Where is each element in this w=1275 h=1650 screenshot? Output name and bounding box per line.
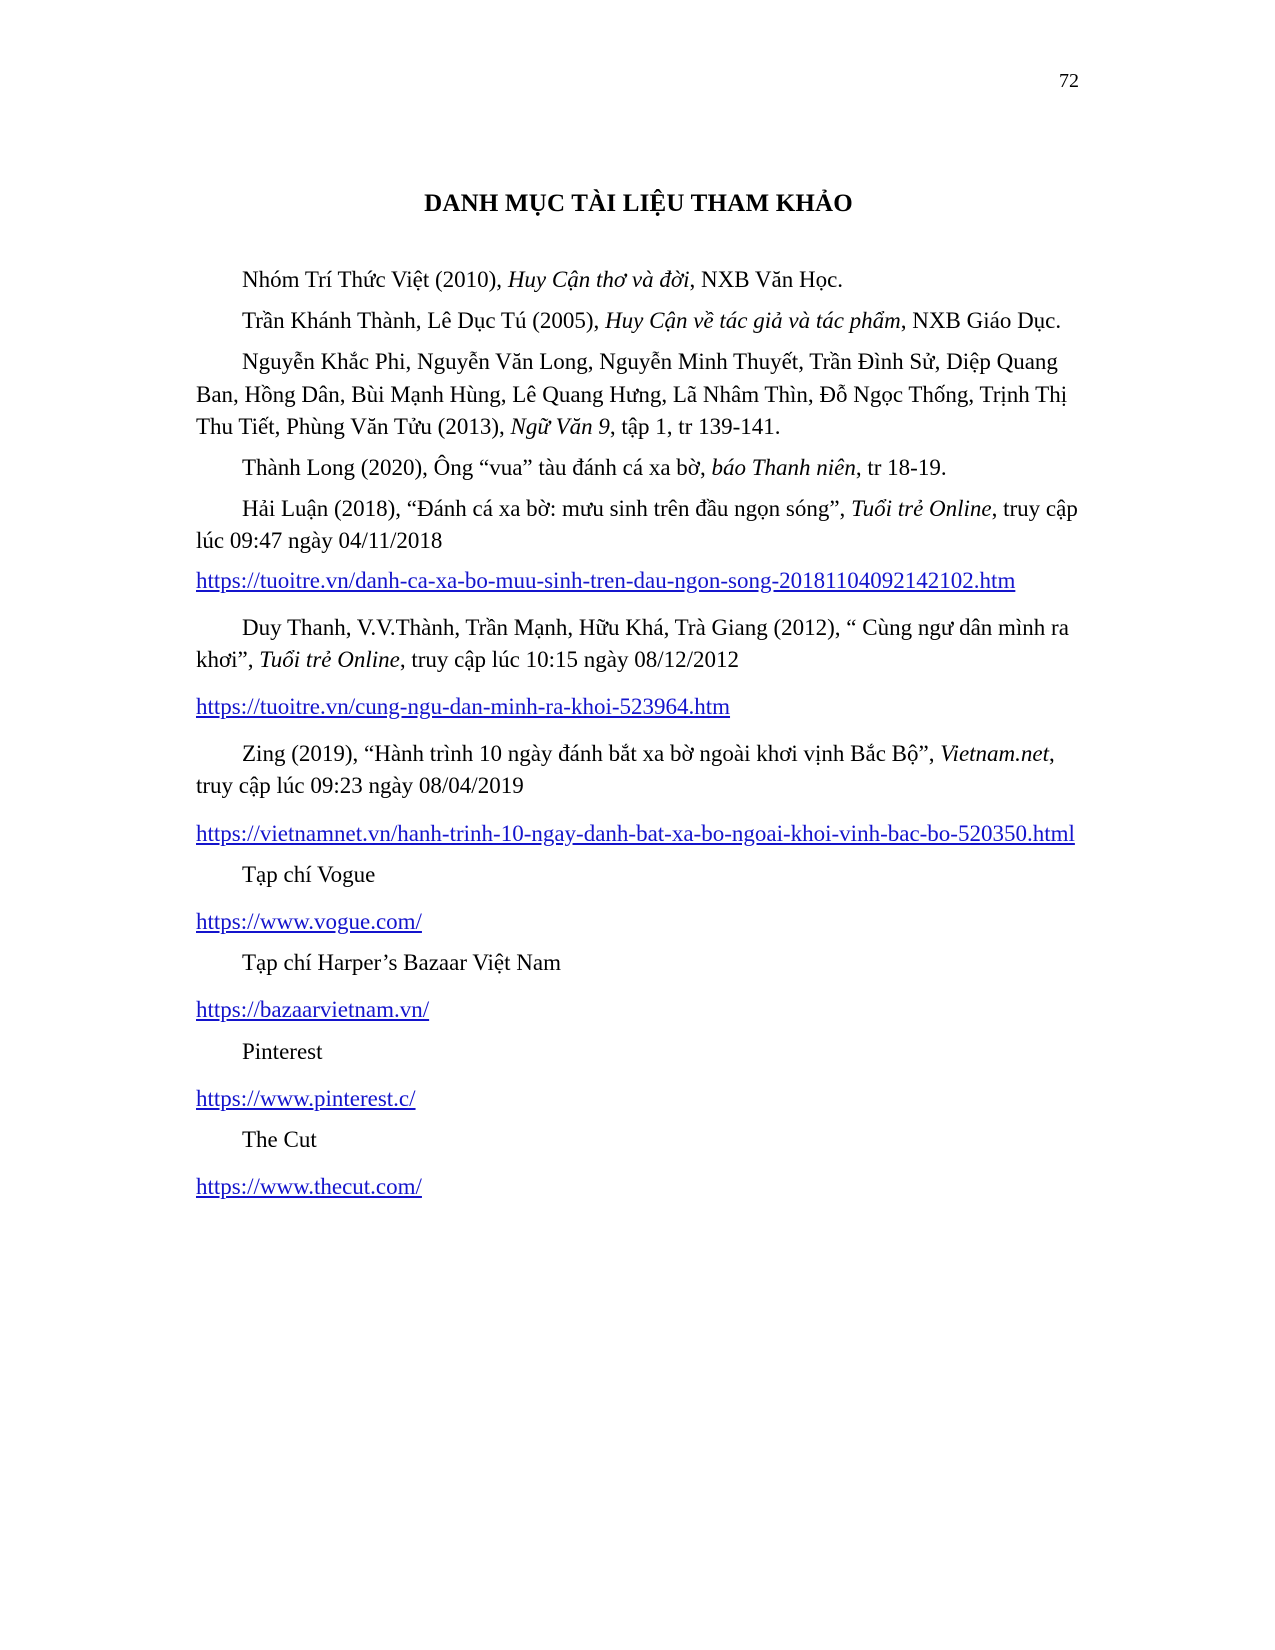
page-number: 72 [1059,70,1079,92]
reference-text-pre: Duy Thanh, V.V.Thành, Trần Mạnh, Hữu Khá, Trà Giang (2012), “ Cùng ngư dân mình ra khơi”, [196,614,1069,672]
reference-link[interactable]: https://www.thecut.com/ [196,1174,422,1200]
reference-title-italic: Tuổi trẻ Online [851,496,992,522]
reference-text-pre: Nguyễn Khắc Phi, Nguyễn Văn Long, Nguyễn Minh Thuyết, Trần Đình Sử, Diệp Quang Ban, Hồng Dân, Bùi Mạnh Hùng, Lê Quang Hưng, Lã Nhâm Thìn, Đỗ Ngọc Thống, Trịnh Thị Thu Tiết, Phùng Văn Tửu (2013), [196,349,1068,439]
reference-title-italic: Vietnam.net [940,741,1050,767]
reference-link[interactable]: https://tuoitre.vn/cung-ngu-dan-minh-ra-khoi-523964.htm [196,694,731,720]
reference-entry [196,305,1081,337]
reference-title-italic: báo Thanh niên [711,454,856,480]
reference-entry [196,612,1081,676]
reference-link[interactable]: https://www.vogue.com/ [196,909,422,934]
reference-link[interactable]: https://tuoitre.vn/danh-ca-xa-bo-muu-sinh-tren-dau-ngon-song-20181104092142102.htm [196,567,1016,593]
reference-title-italic: Huy Cận thơ và đời [507,267,690,292]
reference-text-post: , tập 1, tr 139-141. [609,413,781,439]
reference-text-post: , NXB Văn Học. [689,267,844,292]
reference-text-pre: Hải Luận (2018), “Đánh cá xa bờ: mưu sinh trên đầu ngọn sóng”, [242,496,852,522]
reference-link[interactable]: https://vietnamnet.vn/hanh-trinh-10-ngay-danh-bat-xa-bo-ngoai-khoi-vinh-bac-bo-520350.html [196,820,1075,846]
reference-entry [196,947,1081,979]
reference-link[interactable]: https://www.pinterest.c/ [196,1085,416,1111]
reference-entry [196,346,1081,443]
reference-text-pre: Zing (2019), “Hành trình 10 ngày đánh bắt xa bờ ngoài khơi vịnh Bắc Bộ”, [242,741,941,767]
reference-list [196,264,1081,1203]
reference-text-post: , truy cập lúc 10:15 ngày 08/12/2012 [399,646,740,672]
reference-entry [196,493,1081,557]
reference-text-pre: Tạp chí Harper’s Bazaar Việt Nam [242,950,561,976]
reference-text-pre: Tạp chí Vogue [242,861,376,887]
reference-entry [196,1124,1081,1156]
reference-text-post: , NXB Giáo Dục. [900,308,1062,334]
reference-text-pre: The Cut [242,1126,317,1152]
reference-entry [196,264,1081,296]
reference-text-post: , truy cập lúc 09:47 ngày 04/11/2018 [196,496,1078,554]
reference-title-italic: Tuổi trẻ Online [259,646,400,672]
page-content [196,190,1081,1212]
reference-entry [196,1036,1081,1068]
reference-text-post: , tr 18-19. [855,454,947,480]
reference-link[interactable]: https://bazaarvietnam.vn/ [196,997,430,1023]
reference-title-italic: Huy Cận về tác giả và tác phẩm [605,308,901,334]
reference-text-post: , truy cập lúc 09:23 ngày 08/04/2019 [196,741,1055,799]
reference-title-italic: Ngữ Văn 9 [510,413,610,439]
reference-text-pre: Thành Long (2020), Ông “vua” tàu đánh cá xa bờ, [242,454,712,480]
reference-entry [196,859,1081,891]
reference-text-pre: Nhóm Trí Thức Việt (2010), [242,267,508,292]
reference-text-pre: Trần Khánh Thành, Lê Dục Tú (2005), [242,308,606,334]
reference-entry [196,738,1081,802]
reference-text-pre: Pinterest [242,1038,323,1064]
page-title: DANH MỤC TÀI LIỆU THAM KHẢO [424,190,853,217]
reference-entry [196,452,1081,484]
